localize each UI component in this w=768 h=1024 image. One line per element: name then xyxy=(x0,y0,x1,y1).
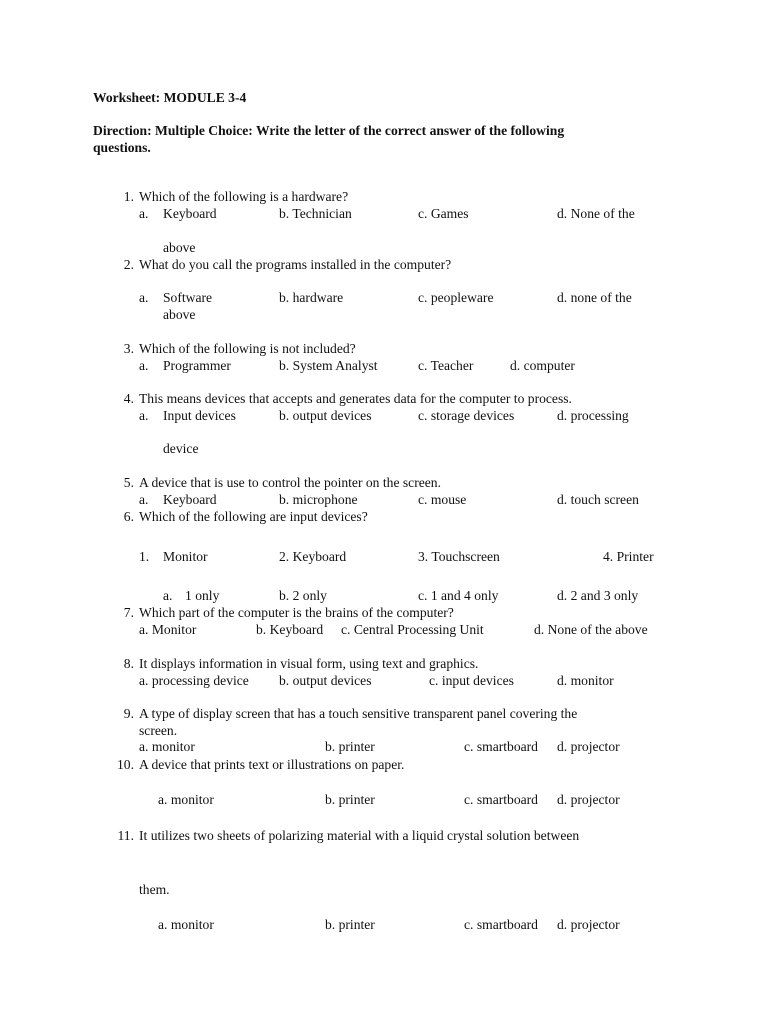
answer-choice: Programmer xyxy=(163,358,231,373)
answer-choice: d. projector xyxy=(557,739,620,754)
question-text: Which of the following is not included? xyxy=(139,341,356,356)
answer-choice: 1. xyxy=(139,549,150,564)
question-text: them. xyxy=(139,882,170,897)
answer-choice: b. Technician xyxy=(279,206,352,221)
question-text: What do you call the programs installed in the computer? xyxy=(139,257,452,272)
answer-choice: c. mouse xyxy=(418,492,467,507)
answer-choice: a. xyxy=(139,492,149,507)
answer-choice: 1 only xyxy=(185,588,220,603)
answer-choice: d. projector xyxy=(557,917,620,932)
answer-choice: Monitor xyxy=(163,549,208,564)
question-text: A device that is use to control the pointer on the screen. xyxy=(139,475,441,490)
answer-choice: d. None of the xyxy=(557,206,635,221)
answer-choice: a. xyxy=(163,588,173,603)
answer-choice: b. printer xyxy=(325,739,375,754)
question-number: 1. xyxy=(123,189,134,204)
answer-choice: 2. Keyboard xyxy=(279,549,347,564)
answer-choice: a. xyxy=(139,358,149,373)
question-number: 4. xyxy=(123,391,134,406)
answer-choice: c. 1 and 4 only xyxy=(418,588,499,603)
question-number: 11. xyxy=(117,828,134,843)
question-text: Which part of the computer is the brains of the computer? xyxy=(139,605,454,620)
answer-choice: c. peopleware xyxy=(418,290,494,305)
answer-choice: a. xyxy=(139,408,149,423)
answer-choice: d. touch screen xyxy=(557,492,639,507)
answer-choice: d. computer xyxy=(510,358,575,373)
question-text: It utilizes two sheets of polarizing material with a liquid crystal solution between xyxy=(139,828,580,843)
answer-choice: c. smartboard xyxy=(464,917,538,932)
question-number: 6. xyxy=(123,509,134,524)
answer-choice: above xyxy=(163,240,196,255)
answer-choice: d. projector xyxy=(557,792,620,807)
answer-choice: d. none of the xyxy=(557,290,632,305)
question-number: 7. xyxy=(123,605,134,620)
answer-choice: b. 2 only xyxy=(279,588,327,603)
question-text: It displays information in visual form, using text and graphics. xyxy=(139,656,479,671)
question-number: 3. xyxy=(123,341,134,356)
answer-choice: c. storage devices xyxy=(418,408,515,423)
answer-choice: c. smartboard xyxy=(464,739,538,754)
question-text: Which of the following are input devices? xyxy=(139,509,368,524)
question-number: 8. xyxy=(123,656,134,671)
answer-choice: device xyxy=(163,441,199,456)
answer-choice: Software xyxy=(163,290,213,305)
worksheet-title: Worksheet: MODULE 3-4 xyxy=(93,90,247,105)
question-text: This means devices that accepts and generates data for the computer to process. xyxy=(139,391,572,406)
answer-choice: a. Monitor xyxy=(139,622,197,637)
answer-choice: c. Teacher xyxy=(418,358,474,373)
answer-choice: a. monitor xyxy=(158,917,214,932)
question-number: 9. xyxy=(123,706,134,721)
answer-choice: b. System Analyst xyxy=(279,358,378,373)
question-number: 5. xyxy=(123,475,134,490)
answer-choice: b. microphone xyxy=(279,492,358,507)
answer-choice: d. monitor xyxy=(557,673,614,688)
answer-choice: Keyboard xyxy=(163,206,217,221)
answer-choice: b. output devices xyxy=(279,408,372,423)
direction-line-2: questions. xyxy=(93,140,151,155)
question-text: A type of display screen that has a touch sensitive transparent panel covering the xyxy=(139,706,578,721)
answer-choice: a. processing device xyxy=(139,673,249,688)
answer-choice: b. output devices xyxy=(279,673,372,688)
question-text: Which of the following is a hardware? xyxy=(139,189,349,204)
question-text: screen. xyxy=(139,723,178,738)
answer-choice: d. None of the above xyxy=(534,622,648,637)
answer-choice: 4. Printer xyxy=(603,549,654,564)
answer-choice: 3. Touchscreen xyxy=(418,549,500,564)
answer-choice: a. xyxy=(139,206,149,221)
answer-choice: d. 2 and 3 only xyxy=(557,588,639,603)
answer-choice: b. Keyboard xyxy=(256,622,324,637)
answer-choice: a. monitor xyxy=(139,739,195,754)
answer-choice: b. printer xyxy=(325,792,375,807)
answer-choice: c. Central Processing Unit xyxy=(341,622,484,637)
answer-choice: c. input devices xyxy=(429,673,514,688)
question-text: A device that prints text or illustrations on paper. xyxy=(139,757,405,772)
answer-choice: a. xyxy=(139,290,149,305)
answer-choice: Keyboard xyxy=(163,492,217,507)
question-number: 10. xyxy=(117,757,134,772)
question-number: 2. xyxy=(123,257,134,272)
answer-choice: a. monitor xyxy=(158,792,214,807)
answer-choice: b. printer xyxy=(325,917,375,932)
answer-choice: c. Games xyxy=(418,206,469,221)
answer-choice: d. processing xyxy=(557,408,629,423)
direction-line-1: Direction: Multiple Choice: Write the letter of the correct answer of the following xyxy=(93,123,565,138)
answer-choice: Input devices xyxy=(163,408,236,423)
answer-choice: c. smartboard xyxy=(464,792,538,807)
answer-choice: b. hardware xyxy=(279,290,344,305)
answer-choice: above xyxy=(163,307,196,322)
